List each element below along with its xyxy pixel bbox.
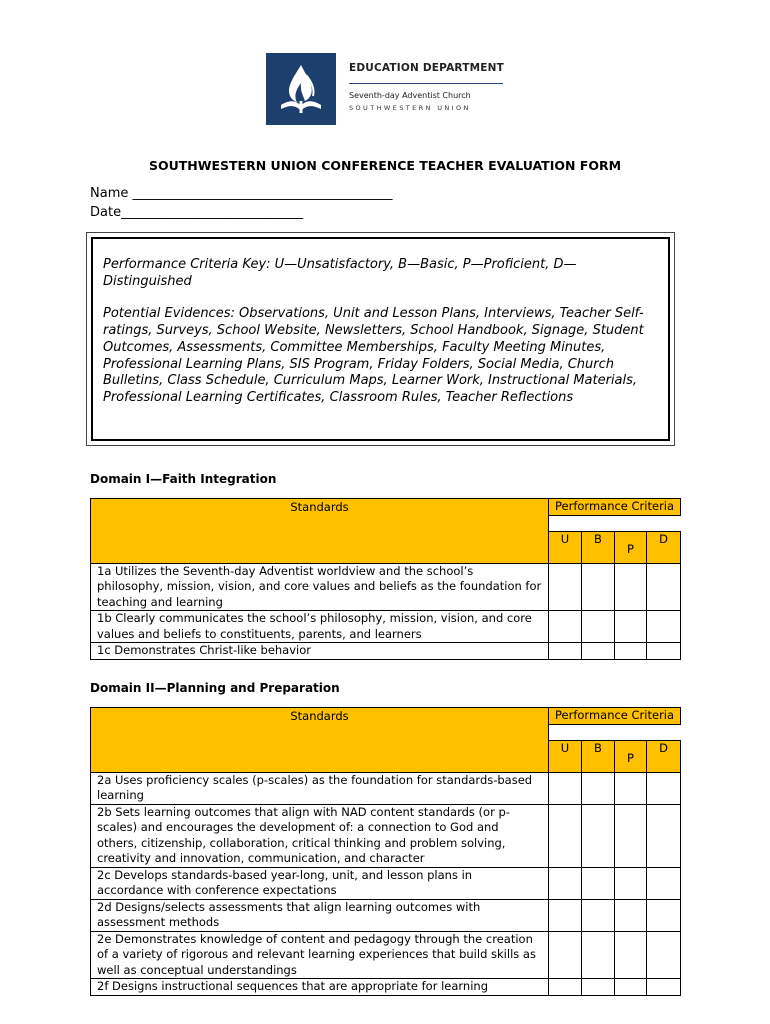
level-b-header: B — [582, 740, 615, 772]
rating-cell-d[interactable] — [647, 611, 681, 643]
standard-2b: 2b Sets learning outcomes that align with NAD content standards (or p-scales) and encourages the development of: a connection to God and others, citizenship, collaboration, critical thinking and problem solving, creativity and innovation, communication, and character — [91, 804, 549, 867]
table-row — [91, 931, 681, 979]
rating-cell-u[interactable] — [549, 931, 582, 979]
rating-cell-b[interactable] — [582, 867, 615, 899]
standard-2a: 2a Uses proficiency scales (p-scales) as the foundation for standards-based learning — [91, 772, 549, 804]
standard-1b: 1b Clearly communicates the school’s philosophy, mission, vision, and core values and beliefs to constituents, parents, and learners — [91, 611, 549, 643]
rating-cell-p[interactable] — [615, 804, 647, 867]
standard-2d: 2d Designs/selects assessments that align learning outcomes with assessment methods — [91, 899, 549, 931]
name-field[interactable]: Name ________________________________________ — [90, 186, 393, 201]
rating-cell-d[interactable] — [647, 563, 681, 611]
rating-cell-d[interactable] — [647, 643, 681, 660]
rating-cell-u[interactable] — [549, 563, 582, 611]
standard-2c: 2c Develops standards-based year-long, unit, and lesson plans in accordance with conference expectations — [91, 867, 549, 899]
standard-1a: 1a Utilizes the Seventh-day Adventist worldview and the school’s philosophy, mission, vision, and core values and beliefs as the foundation for teaching and learning — [91, 563, 549, 611]
logo-divider — [349, 83, 503, 84]
standard-1c: 1c Demonstrates Christ-like behavior — [91, 643, 549, 660]
rating-cell-d[interactable] — [647, 804, 681, 867]
level-u-header: U — [549, 531, 582, 563]
domain-2-title: Domain II—Planning and Preparation — [90, 681, 340, 695]
rating-cell-u[interactable] — [549, 899, 582, 931]
form-title: SOUTHWESTERN UNION CONFERENCE TEACHER EVALUATION FORM — [148, 158, 622, 173]
rating-cell-b[interactable] — [582, 931, 615, 979]
level-b-header: B — [582, 531, 615, 563]
level-p-label: P — [627, 750, 634, 765]
rating-cell-p[interactable] — [615, 563, 647, 611]
table-row — [91, 772, 681, 804]
table-row — [91, 643, 681, 660]
date-field[interactable]: Date____________________________ — [90, 205, 304, 220]
level-p-header — [615, 531, 647, 563]
level-p-label: P — [627, 541, 634, 556]
rating-cell-d[interactable] — [647, 772, 681, 804]
performance-criteria-header: Performance Criteria — [549, 499, 681, 516]
rating-cell-b[interactable] — [582, 563, 615, 611]
rating-cell-u[interactable] — [549, 867, 582, 899]
table-row — [91, 563, 681, 611]
table-row — [91, 979, 681, 996]
rating-cell-u[interactable] — [549, 643, 582, 660]
table-row — [91, 899, 681, 931]
standards-header: Standards — [91, 708, 549, 773]
performance-criteria-key: Performance Criteria Key: U—Unsatisfactory, B—Basic, P—Proficient, D—Distinguished — [103, 257, 577, 289]
rating-cell-b[interactable] — [582, 979, 615, 996]
level-d-header: D — [647, 740, 681, 772]
rating-cell-b[interactable] — [582, 772, 615, 804]
rating-cell-p[interactable] — [615, 867, 647, 899]
rating-cell-d[interactable] — [647, 979, 681, 996]
domain-1-table — [90, 498, 681, 660]
rating-cell-b[interactable] — [582, 804, 615, 867]
standard-2f: 2f Designs instructional sequences that are appropriate for learning — [91, 979, 549, 996]
table-row — [91, 867, 681, 899]
standards-header: Standards — [91, 499, 549, 564]
rating-cell-p[interactable] — [615, 772, 647, 804]
adventist-flame-icon — [266, 53, 336, 125]
rating-cell-b[interactable] — [582, 611, 615, 643]
level-d-header: D — [647, 531, 681, 563]
domain-1-title: Domain I—Faith Integration — [90, 472, 277, 486]
standard-2e: 2e Demonstrates knowledge of content and pedagogy through the creation of a variety of rigorous and relevant learning experiences that build skills as well as conceptual understandings — [91, 931, 549, 979]
criteria-key-box — [86, 232, 675, 446]
rating-cell-p[interactable] — [615, 931, 647, 979]
rating-cell-u[interactable] — [549, 804, 582, 867]
rating-cell-d[interactable] — [647, 867, 681, 899]
table-row — [91, 804, 681, 867]
table-row — [91, 611, 681, 643]
rating-cell-b[interactable] — [582, 643, 615, 660]
rating-cell-p[interactable] — [615, 979, 647, 996]
rating-cell-u[interactable] — [549, 772, 582, 804]
rating-cell-u[interactable] — [549, 979, 582, 996]
rating-cell-d[interactable] — [647, 931, 681, 979]
logo-church-text: Seventh-day Adventist Church — [349, 91, 471, 100]
education-department-logo — [266, 53, 504, 125]
rating-cell-p[interactable] — [615, 899, 647, 931]
rating-cell-b[interactable] — [582, 899, 615, 931]
potential-evidences: Potential Evidences: Observations, Unit and Lesson Plans, Interviews, Teacher Self-ratings, Surveys, School Website, Newsletters, School Handbook, Signage, Student Outcomes, Assessments, Committee Memberships, Faculty Meeting Minutes, Professional Learning Plans, SIS Program, Friday Folders, Social Media, Church Bulletins, Class Schedule, Curriculum Maps, Learner Work, Instructional Materials, Professional Learning Certificates, Classroom Rules, Teacher Reflections — [103, 306, 644, 405]
logo-department-text: EDUCATION DEPARTMENT — [349, 62, 504, 74]
logo-union-text: SOUTHWESTERN UNION — [349, 104, 471, 112]
rating-cell-p[interactable] — [615, 643, 647, 660]
rating-cell-p[interactable] — [615, 611, 647, 643]
level-u-header: U — [549, 740, 582, 772]
performance-criteria-header: Performance Criteria — [549, 708, 681, 725]
domain-2-table — [90, 707, 681, 996]
level-p-header — [615, 740, 647, 772]
rating-cell-d[interactable] — [647, 899, 681, 931]
rating-cell-u[interactable] — [549, 611, 582, 643]
